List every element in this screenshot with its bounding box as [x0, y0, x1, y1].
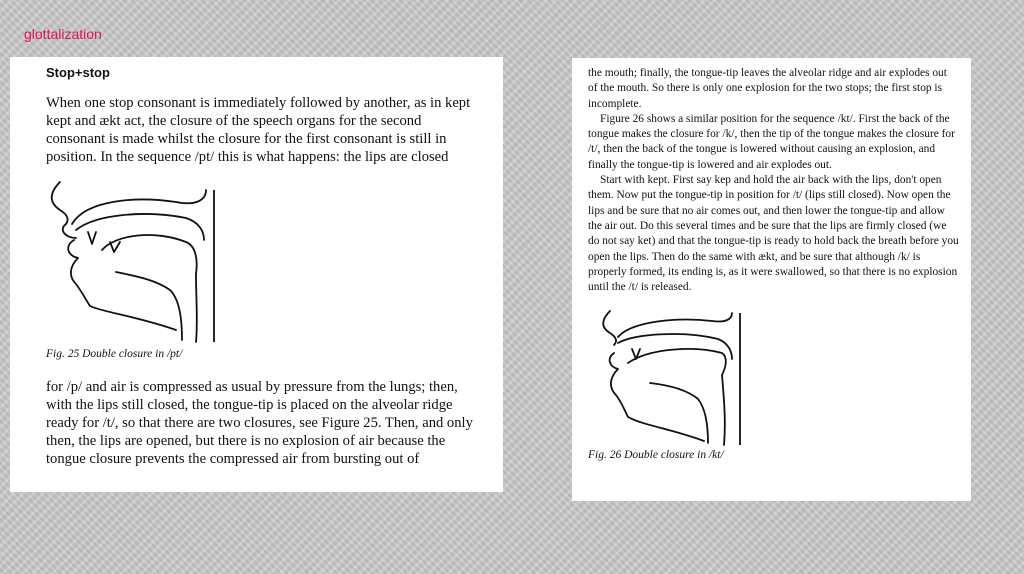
left-paragraph-1: When one stop consonant is immediately followed by another, as in kept kept and ækt act, the closure of the speech organs for the second consonant is made whilst the closure for the first consonant is still in position. In the sequence /pt/ this is what happens: the lips are closed [46, 95, 471, 165]
slide-title: glottalization [24, 26, 102, 42]
figure-25-diagram [46, 180, 481, 346]
right-paragraph-3: Start with kept. First say kep and hold the air back with the lips, don't open them. Now put the tongue-tip in position for /t/ (lips still closed). Now open the lips and be sure that no air comes out, and then lower the tongue-tip and allow the air out. Do this several times and be sure that the lips are firmly closed (we do not say ket) and that the tongue-tip is ready to hold back the breath before you open the lips. Then do the same with ækt, and be sure that although /k/ is properly formed, its ending is, as it were swallowed, so that there is no explosion until the /t/ is released. [588, 174, 959, 294]
right-book-page [572, 58, 971, 501]
left-paragraph-2: for /p/ and air is compressed as usual by pressure from the lungs; then, with the lips still closed, the tongue-tip is placed on the alveolar ridge ready for /t/, so that there are two closures, see Figure 25. Then, and only then, the lips are opened, but there is no explosion of air because the tongue closure prevents the compressed air from bursting out of [46, 379, 473, 467]
right-paragraph-2: Figure 26 shows a similar position for the sequence /kt/. First the back of the tongue makes the closure for /k/, then the tip of the tongue makes the closure for /t/, then the back of the tongue is lowered without causing an explosion, and finally the tongue-tip is lowered and air explodes out. [588, 112, 955, 171]
mouth-section-drawing-kt [588, 309, 758, 447]
figure-25-caption: Fig. 25 Double closure in /pt/ [46, 348, 183, 360]
right-paragraph-1: the mouth; finally, the tongue-tip leaves the alveolar ridge and air explodes out of the mouth. So there is only one explosion for the two stops; the first stop is incomplete. [588, 67, 947, 110]
figure-26-diagram [588, 309, 959, 447]
figure-26-caption: Fig. 26 Double closure in /kt/ [588, 449, 724, 462]
section-heading: Stop+stop [46, 65, 110, 80]
left-book-page [10, 57, 503, 492]
mouth-section-drawing-pt [46, 180, 246, 346]
